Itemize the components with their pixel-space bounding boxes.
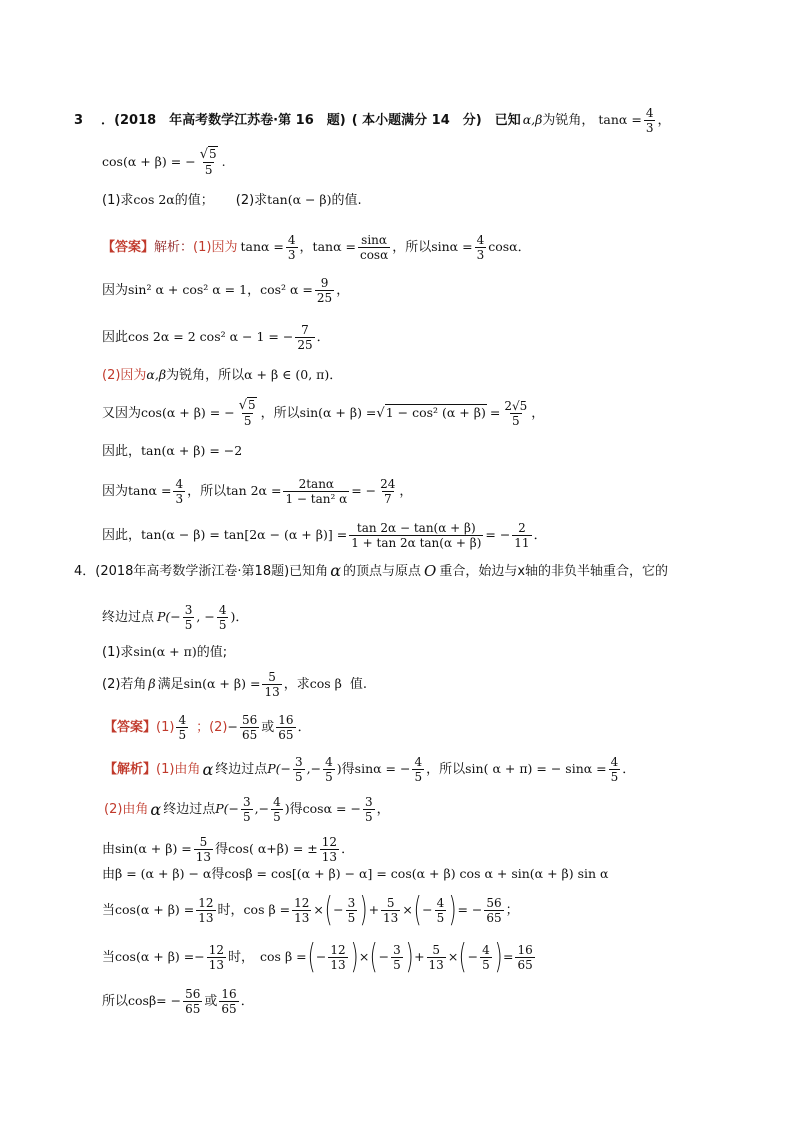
q4-q2-cosb: cos β: [309, 676, 342, 692]
q4-q2-find: ，求: [283, 677, 310, 692]
ans3-frac-7-25: $\frac{7}{25}$: [297, 323, 313, 352]
ans4-j7-or: 或: [204, 994, 218, 1009]
ans4-j1-frac-4-5b: $\frac{4}{5}$: [414, 755, 423, 784]
ans4-j6-frac-16-65: $\frac{16}{65}$: [517, 942, 533, 972]
q4-frac-4-5: $\frac{4}{5}$: [218, 603, 227, 632]
ans4-j5-when: 当: [102, 902, 116, 918]
ans4-j6-cos: cos(α + β) =: [115, 948, 195, 964]
ans4-analysis: 【解析】: [104, 762, 157, 777]
ans4-j2-frac-4-5: $\frac{4}{5}$: [273, 795, 281, 824]
ans3-l5-so: ，所以: [260, 405, 300, 421]
ans4-j1-so: ，所以: [426, 762, 466, 777]
ans4-j1-p: P(−: [267, 761, 292, 777]
q4-close: ): [230, 609, 236, 625]
ans4-line-6: 当 cos(α + β) = $\frac{12}{13}$ 时， cos β = $\frac{12}{13}$ × ( − $\frac{3}{5}$ ) + $\frac{5}{13}$ × ( − $\frac{4}{5}$ ) = − $\frac{56}{65}$ ；: [102, 890, 519, 930]
ans3-line-6: [102, 445, 242, 458]
ans3-l5-also: 又因为: [102, 405, 142, 421]
ans4-j1-frac-4-5c: $\frac{4}{5}$: [610, 755, 619, 784]
ans3-tan-a-2: tanα =: [312, 239, 356, 255]
q4-terminal: 终边过点: [102, 610, 155, 625]
ans4-j5-frac-56-65: $\frac{56}{65}$: [486, 895, 502, 925]
ans3-l2-because: 因为: [102, 283, 129, 298]
q3-source: (2018 年高考数学江苏卷·第 16 题): [114, 113, 346, 128]
answer-bracket: 【答案】: [102, 240, 155, 255]
ans4-j2-get: 得: [289, 802, 303, 817]
q3-part2: (2)求: [235, 193, 268, 208]
ans3-comma: ，: [299, 240, 313, 255]
ans3-line-1: 【答案】 解析： (1) 因为 tanα = $\frac{4}{3}$ ， tanα = $\frac{\sin\alpha}{\cos\alpha}$ ，所以 sinα = $\frac{4}{3}$ cosα ．: [102, 233, 531, 262]
ans4-j3-get: 得: [215, 842, 229, 857]
ans4-frac-56-65: $\frac{56}{65}$: [241, 713, 258, 742]
q4-origin: O: [424, 561, 437, 580]
ans3-line-2: 因为 sin² α + cos² α = 1 ， cos² α = $\frac{9}{25}$ ，: [102, 276, 350, 305]
ans3-ab: α,β: [146, 367, 167, 383]
q3-period: .: [221, 153, 226, 169]
ans4-line-2: 【解析】 (1)由角 α 终边过点 P(− $\frac{3}{5}$ ,− $\frac{4}{5}$ ) 得 sinα = − $\frac{4}{5}$ ，所以 sin( α + π) = − sinα = $\frac{4}{5}$ ．: [104, 755, 636, 784]
ans4-j7-frac-16-65: $\frac{16}{65}$: [221, 987, 237, 1016]
ans4-j5-eq: = −: [457, 901, 483, 917]
ans4-j7-cosb: cosβ= −: [128, 993, 182, 1009]
ans4-j4-expand: cosβ = cos[(α + β) − α] = cos(α + β) cos α + sin(α + β) sin α: [224, 866, 609, 882]
ans3-line-7: 因为 tanα = $\frac{4}{3}$ ，所以 tan 2α = $\frac{2\tan\alpha}{\text{1 − tan² α}}$ = − $\frac{24}{7}$ ，: [102, 477, 413, 506]
ans4-j5-frac-5-13: $\frac{5}{13}$: [383, 895, 399, 925]
ans3-l8-eq: tan(α − β) = tan[2α − (α + β)] =: [141, 527, 348, 543]
q4-q2-expr: sin(α + β) =: [183, 676, 261, 692]
q4-line-2: 终边过点 P(− $\frac{3}{5}$ , − $\frac{4}{5}$ ) ．: [102, 603, 249, 632]
ans4-j6-cosb: cos β =: [260, 948, 307, 964]
q4-beta: β: [148, 676, 156, 692]
q3-frac-4-3: $\frac{4}{3}$: [645, 106, 654, 135]
q3-tan-alpha: tanα =: [598, 112, 642, 128]
ans4-a1: (1): [156, 720, 175, 735]
ans4-j1-result: sin( α + π) = − sinα =: [465, 761, 607, 777]
q3-part2-end: 的值.: [331, 193, 362, 208]
step1-label: (1): [193, 240, 212, 255]
ans3-l5-cos: cos(α + β) = −: [141, 404, 235, 420]
ans4-a2-label: ；(2): [196, 720, 228, 735]
ans4-j5-cosb: cos β =: [243, 901, 291, 917]
ans4-bracket: 【答案】: [104, 720, 157, 735]
ans4-j7-so: 所以: [102, 994, 129, 1009]
step2-label: (2)因为: [102, 368, 147, 383]
ans4-j4-get: 得: [211, 867, 225, 882]
ans4-j6-frac-12-13b: $\frac{12}{13}$: [330, 942, 346, 972]
ans3-l7-tan: tanα =: [128, 483, 172, 499]
ans4-frac-16-65: $\frac{16}{65}$: [278, 713, 294, 742]
ans4-j1-get: 得: [341, 762, 355, 777]
ans4-line-7: 当 cos(α + β) = − $\frac{12}{13}$ 时， cos β = ( − $\frac{12}{13}$ ) × ( − $\frac{3}{5}$ ) + $\frac{5}{13}$ × ( − $\frac{4}{5}$ ) = $\frac{16}{65}$: [102, 937, 533, 977]
q4-coincide: 重合，始边与x轴的非负半轴重合，它的: [439, 563, 669, 579]
ans3-l2-identity: sin² α + cos² α = 1: [128, 282, 248, 298]
ans4-j1-frac-4-5: $\frac{4}{5}$: [325, 755, 333, 784]
ans3-frac-4-3-b: $\frac{4}{3}$: [476, 233, 485, 262]
ans4-j3-sin: sin(α + β) =: [115, 841, 192, 857]
q4-q1-label: (1)求: [102, 645, 134, 660]
ans3-line-4: (2)因为 α,β 为锐角，所以 α + β ∈ (0, π) ．: [102, 367, 343, 383]
ans4-j5-then: 时，: [217, 902, 244, 918]
ans4-j2-cos: cosα = −: [302, 801, 361, 817]
ans3-frac-big: $\frac{\tan 2\alpha - \tan(\alpha + \beta)}{\text{1 + tan 2α tan(α + β)}}$: [351, 521, 482, 550]
ans4-j5-frac-4-5: $\frac{4}{5}$: [436, 895, 445, 925]
ans3-l8-therefore: 因此，: [102, 528, 142, 543]
ans3-l5-sin: sin(α + β) =: [299, 404, 377, 420]
ans3-l6-eq: tan(α + β) = −2: [141, 443, 243, 459]
ans4-j6-frac-5-13: $\frac{5}{13}$: [428, 942, 444, 972]
ans4-j3-frac-5-13: $\frac{5}{13}$: [195, 835, 212, 864]
q3-intro: ( 本小题满分 14 分) 已知: [351, 113, 521, 128]
ans3-line-5: 又因为 cos(α + β) = − $\frac{√5}{5}$ ，所以 sin(α + β) = √1 − cos² (α + β) = $\frac{2√5}{5}$ ，: [102, 398, 545, 428]
ans4-line-8: 所以 cosβ= − $\frac{56}{65}$ 或 $\frac{16}{65}$ ．: [102, 987, 254, 1016]
ans4-j3-frac-12-13: $\frac{12}{13}$: [321, 835, 338, 864]
ans3-l7-eq: = −: [351, 483, 377, 499]
q3-line-2: [102, 148, 226, 176]
q3-dot: ．: [101, 113, 115, 128]
q4-alpha: α: [330, 561, 341, 580]
ans3-l6-therefore: 因此，: [102, 444, 142, 459]
ans3-line-8: 因此， tan(α − β) = tan[2α − (α + β)] = $\frac{\tan 2\alpha - \tan(\alpha + \beta)}{\text{1 + tan 2α tan(α + β)}}$ = − $\frac{2}{11}$ ．: [102, 521, 547, 550]
ans3-acute-so: 为锐角，所以: [166, 368, 245, 383]
q3-acute: 为锐角，: [542, 113, 595, 128]
ans3-l5-root: 1 − cos² (α + β): [385, 404, 486, 420]
ans4-j5-frac-12-13: $\frac{12}{13}$: [198, 895, 214, 925]
ans4-neg: −: [227, 719, 238, 735]
ans4-j6-then: 时，: [228, 949, 255, 965]
q3-parts: [102, 194, 362, 207]
q4-frac-5-13: $\frac{5}{13}$: [264, 670, 280, 699]
ans4-j4-from: 由: [102, 867, 116, 882]
q4-line-1: [74, 563, 668, 579]
ans3-l7-so: ，所以: [187, 484, 227, 499]
ans3-l2-comma: ，: [247, 283, 261, 298]
ans3-l3-therefore: 因此: [102, 330, 129, 345]
ans3-range: α + β ∈ (0, π): [244, 367, 330, 383]
q4-q2-value: 值.: [349, 677, 368, 692]
analysis-label: 解析：: [154, 240, 194, 255]
ans3-l8-eq2: = −: [485, 527, 511, 543]
ans4-j4-beta: β = (α + β) − α: [115, 866, 212, 882]
q4-q2-label: (2)若角: [102, 677, 147, 692]
q3-line-1: [74, 107, 670, 134]
ans3-because: 因为: [211, 240, 238, 255]
ans4-line-1: 【答案】 (1) $\frac{4}{5}$ ；(2) − $\frac{56}{65}$ 或 $\frac{16}{65}$ ．: [104, 713, 311, 742]
q4-point-p: P(−: [157, 609, 181, 625]
q3-part1-end: 的值；: [174, 193, 214, 208]
ans3-frac-9-25: $\frac{9}{25}$: [316, 276, 333, 305]
ans4-j2-alpha: α: [150, 799, 162, 819]
q4-mid: , −: [196, 609, 215, 625]
ans4-j3-from: 由: [102, 842, 116, 857]
ans4-j6-eq: =: [502, 948, 514, 964]
ans4-j6-frac-3-5: $\frac{3}{5}$: [393, 942, 401, 972]
q4-part1: [102, 646, 227, 659]
q4-part2: [102, 671, 367, 698]
ans4-j2-p: P(−: [215, 801, 240, 817]
ans3-l3-eq: cos 2α = 2 cos² α − 1 = −: [128, 329, 294, 345]
q3-part1: (1)求: [102, 193, 134, 208]
ans4-j6-when: 当: [102, 949, 116, 965]
ans4-j6-frac-4-5: $\frac{4}{5}$: [482, 942, 490, 972]
q3-frac-sqrt5-5: $\frac{√5}{5}$: [199, 147, 217, 177]
ans4-j1-sin: sinα = −: [354, 761, 411, 777]
ans3-frac-sqrt5: $\frac{√5}{5}$: [238, 398, 256, 428]
q4-q2-satisfy: 满足: [157, 677, 184, 692]
ans3-so: ，所以: [392, 240, 432, 255]
q3-cos-ab: cos(α + β) = −: [102, 153, 196, 169]
q3-tan-amb: tan(α − β): [267, 192, 332, 208]
ans3-frac-2-11: $\frac{2}{11}$: [514, 521, 530, 550]
ans4-j5-frac-12-13b: $\frac{12}{13}$: [294, 895, 310, 925]
ans3-tan-a: tanα =: [240, 239, 284, 255]
ans4-line-3: (2)由角 α 终边过点 P(− $\frac{3}{5}$ ,− $\frac{4}{5}$ ) 得 cosα = − $\frac{3}{5}$ ，: [104, 795, 390, 824]
ans4-j5-frac-3-5: $\frac{3}{5}$: [347, 895, 356, 925]
ans3-line-3: 因此 cos 2α = 2 cos² α − 1 = − $\frac{7}{25}$ ．: [102, 323, 330, 352]
q4-vertex: 的顶点与原点: [343, 563, 422, 579]
ans3-l5-eq: =: [489, 404, 501, 420]
ans4-j2-pass: 终边过点: [163, 802, 216, 817]
ans3-frac-sin-cos: $\frac{\sin\alpha}{\cos\alpha}$: [359, 233, 389, 262]
q4-frac-3-5: $\frac{3}{5}$: [184, 603, 193, 632]
ans4-or: 或: [261, 720, 275, 735]
ans3-l2-cos2: cos² α =: [260, 282, 313, 298]
ans3-frac-2tan: $\frac{2\tan\alpha}{\text{1 − tan² α}}$: [285, 477, 348, 506]
ans4-line-5: [102, 868, 609, 881]
question-number: 3: [74, 113, 84, 128]
ans4-j5-cos: cos(α + β) =: [115, 901, 195, 917]
ans3-l7-tan2a: tan 2α =: [226, 483, 282, 499]
ans4-j2-frac-3-5b: $\frac{3}{5}$: [364, 795, 373, 824]
ans4-j2-start: (2)由角: [104, 802, 149, 817]
ans4-j3-cos: cos( α+β) = ±: [228, 841, 318, 857]
ans4-j1-alpha: α: [202, 759, 214, 779]
ans4-line-4: 由 sin(α + β) = $\frac{5}{13}$ 得 cos( α+β) = ± $\frac{12}{13}$ ．: [102, 835, 355, 864]
ans3-l7-frac-4-3: $\frac{4}{3}$: [175, 477, 184, 506]
q4-q1-end: 的值;: [196, 645, 228, 660]
q4-q1-expr: sin(α + π): [133, 644, 197, 660]
ans4-j7-frac-56-65: $\frac{56}{65}$: [185, 987, 201, 1016]
ans4-j1-pass: 终边过点: [215, 762, 268, 777]
q3-cos2a: cos 2α: [133, 192, 175, 208]
q4-intro: 4．(2018年高考数学浙江卷·第18题)已知角: [74, 563, 329, 579]
ans4-j6-frac-12-13: $\frac{12}{13}$: [208, 942, 225, 972]
ans3-l7-because: 因为: [102, 484, 129, 499]
ans4-frac-4-5: $\frac{4}{5}$: [178, 713, 187, 742]
ans3-frac-2sqrt5: $\frac{2√5}{5}$: [504, 398, 528, 428]
q3-ab: α,β: [522, 112, 543, 128]
q3-comma: ，: [657, 113, 671, 128]
ans4-j2-frac-3-5: $\frac{3}{5}$: [243, 795, 251, 824]
ans3-frac-4-3: $\frac{4}{3}$: [287, 233, 296, 262]
ans3-frac-24-7: $\frac{24}{7}$: [380, 477, 396, 506]
ans4-j1-frac-3-5: $\frac{3}{5}$: [295, 755, 303, 784]
ans4-j1-start: (1)由角: [156, 762, 201, 777]
